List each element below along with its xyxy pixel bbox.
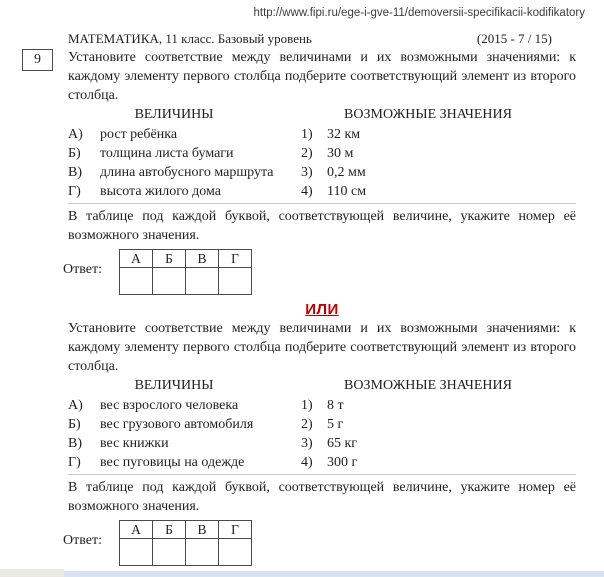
answer-column-header: Б <box>153 250 186 268</box>
variant2-answer-block <box>63 520 576 566</box>
variant1-answer-block <box>63 249 576 295</box>
list-item <box>301 396 576 415</box>
list-item-text: рост ребёнка <box>100 127 178 142</box>
variant1-intro-paragraph: Установите соответствие между величинами и их возможными значениями: к каждому элементу первого столбца подберите соответствующий элемент из второго столбца. <box>68 50 576 103</box>
list-item <box>301 163 576 182</box>
list-item <box>68 163 301 182</box>
variant1-left-column-header: ВЕЛИЧИНЫ <box>134 107 214 122</box>
page-reference: (2015 - 7 / 15) <box>476 31 552 46</box>
list-item-text: 5 г <box>327 417 344 432</box>
variant1-answer-table <box>119 249 252 295</box>
list-item-key: Г) <box>68 455 81 470</box>
list-item-key: 4) <box>301 455 313 470</box>
answer-label: Ответ: <box>63 262 102 277</box>
list-item-key: А) <box>68 127 83 142</box>
answer-column-header: Г <box>219 521 252 539</box>
list-item-key: 3) <box>301 165 313 180</box>
or-divider-label: ИЛИ <box>305 301 339 318</box>
answer-column-header: А <box>120 250 153 268</box>
list-item-key: Б) <box>68 146 81 161</box>
answer-cell-b <box>153 539 186 566</box>
answer-table-input-row <box>120 539 252 566</box>
variant1-values-list <box>301 125 576 201</box>
answer-cell-v <box>186 268 219 295</box>
document-header <box>68 31 552 47</box>
list-item-key: А) <box>68 398 83 413</box>
answer-cell-b <box>153 268 186 295</box>
variant2-right-column-header: ВОЗМОЖНЫЕ ЗНАЧЕНИЯ <box>344 378 512 393</box>
variant1-columns-header <box>68 107 576 123</box>
list-item-text: 0,2 мм <box>327 165 366 180</box>
list-item <box>68 144 301 163</box>
list-item-key: Г) <box>68 184 81 199</box>
list-item-key: 2) <box>301 417 313 432</box>
answer-cell-v <box>186 539 219 566</box>
window-bottom-edge-blue <box>64 571 604 577</box>
list-item <box>301 182 576 201</box>
list-item <box>301 144 576 163</box>
answer-table-header-row <box>120 250 252 268</box>
source-url-text: http://www.fipi.ru/ege-i-gve-11/demoversii-specifikacii-kodifikatory <box>253 7 585 19</box>
list-item-text: вес книжки <box>100 436 169 451</box>
answer-column-header: Г <box>219 250 252 268</box>
list-item-text: 65 кг <box>327 436 358 451</box>
variant2-matching-lists <box>68 396 576 472</box>
list-item-text: вес грузового автомобиля <box>100 417 254 432</box>
question-number-box <box>22 49 53 71</box>
window-bottom-edge-gray <box>0 569 64 577</box>
list-item-key: В) <box>68 165 82 180</box>
list-item-key: 4) <box>301 184 313 199</box>
list-item-text: вес пуговицы на одежде <box>100 455 245 470</box>
section-separator-line <box>68 203 576 204</box>
answer-column-header: Б <box>153 521 186 539</box>
list-item <box>68 415 301 434</box>
answer-cell-a <box>120 539 153 566</box>
list-item <box>301 125 576 144</box>
answer-column-header: В <box>186 521 219 539</box>
list-item <box>301 453 576 472</box>
list-item <box>301 434 576 453</box>
variant2-intro-paragraph: Установите соответствие между величинами и их возможными значениями: к каждому элементу первого столбца подберите соответствующий элемент из второго столбца. <box>68 321 576 374</box>
list-item-key: 1) <box>301 398 313 413</box>
list-item-text: 32 км <box>327 127 361 142</box>
list-item <box>68 396 301 415</box>
variant1-quantities-list <box>68 125 301 201</box>
question-number: 9 <box>34 52 41 67</box>
answer-table-input-row <box>120 268 252 295</box>
list-item-text: 110 см <box>327 184 367 199</box>
list-item <box>68 125 301 144</box>
variant2-quantities-list <box>68 396 301 472</box>
answer-label: Ответ: <box>63 533 102 548</box>
list-item-key: 1) <box>301 127 313 142</box>
answer-cell-a <box>120 268 153 295</box>
section-separator-line <box>68 474 576 475</box>
list-item-text: 8 т <box>327 398 344 413</box>
document-title: МАТЕМАТИКА, 11 класс. Базовый уровень <box>68 31 312 46</box>
list-item-text: высота жилого дома <box>100 184 221 199</box>
list-item-key: В) <box>68 436 82 451</box>
list-item-key: Б) <box>68 417 81 432</box>
answer-cell-g <box>219 539 252 566</box>
list-item-text: длина автобусного маршрута <box>100 165 274 180</box>
variant1-table-instruction: В таблице под каждой буквой, соответствующей величине, укажите номер её возможного значения. <box>68 209 576 243</box>
list-item <box>68 434 301 453</box>
variant1-right-column-header: ВОЗМОЖНЫЕ ЗНАЧЕНИЯ <box>344 107 512 122</box>
list-item <box>68 453 301 472</box>
list-item-text: 30 м <box>327 146 354 161</box>
or-divider <box>68 301 576 319</box>
variant2-table-instruction: В таблице под каждой буквой, соответствующей величине, укажите номер её возможного значения. <box>68 480 576 514</box>
list-item-text: толщина листа бумаги <box>100 146 234 161</box>
variant1-matching-lists <box>68 125 576 201</box>
answer-column-header: А <box>120 521 153 539</box>
variant2-values-list <box>301 396 576 472</box>
question-content <box>63 48 576 566</box>
list-item-key: 3) <box>301 436 313 451</box>
list-item-text: вес взрослого человека <box>100 398 239 413</box>
variant2-columns-header <box>68 378 576 394</box>
answer-cell-g <box>219 268 252 295</box>
variant2-left-column-header: ВЕЛИЧИНЫ <box>134 378 214 393</box>
list-item <box>68 182 301 201</box>
answer-table-header-row <box>120 521 252 539</box>
list-item <box>301 415 576 434</box>
answer-column-header: В <box>186 250 219 268</box>
list-item-key: 2) <box>301 146 313 161</box>
list-item-text: 300 г <box>327 455 358 470</box>
variant2-answer-table <box>119 520 252 566</box>
